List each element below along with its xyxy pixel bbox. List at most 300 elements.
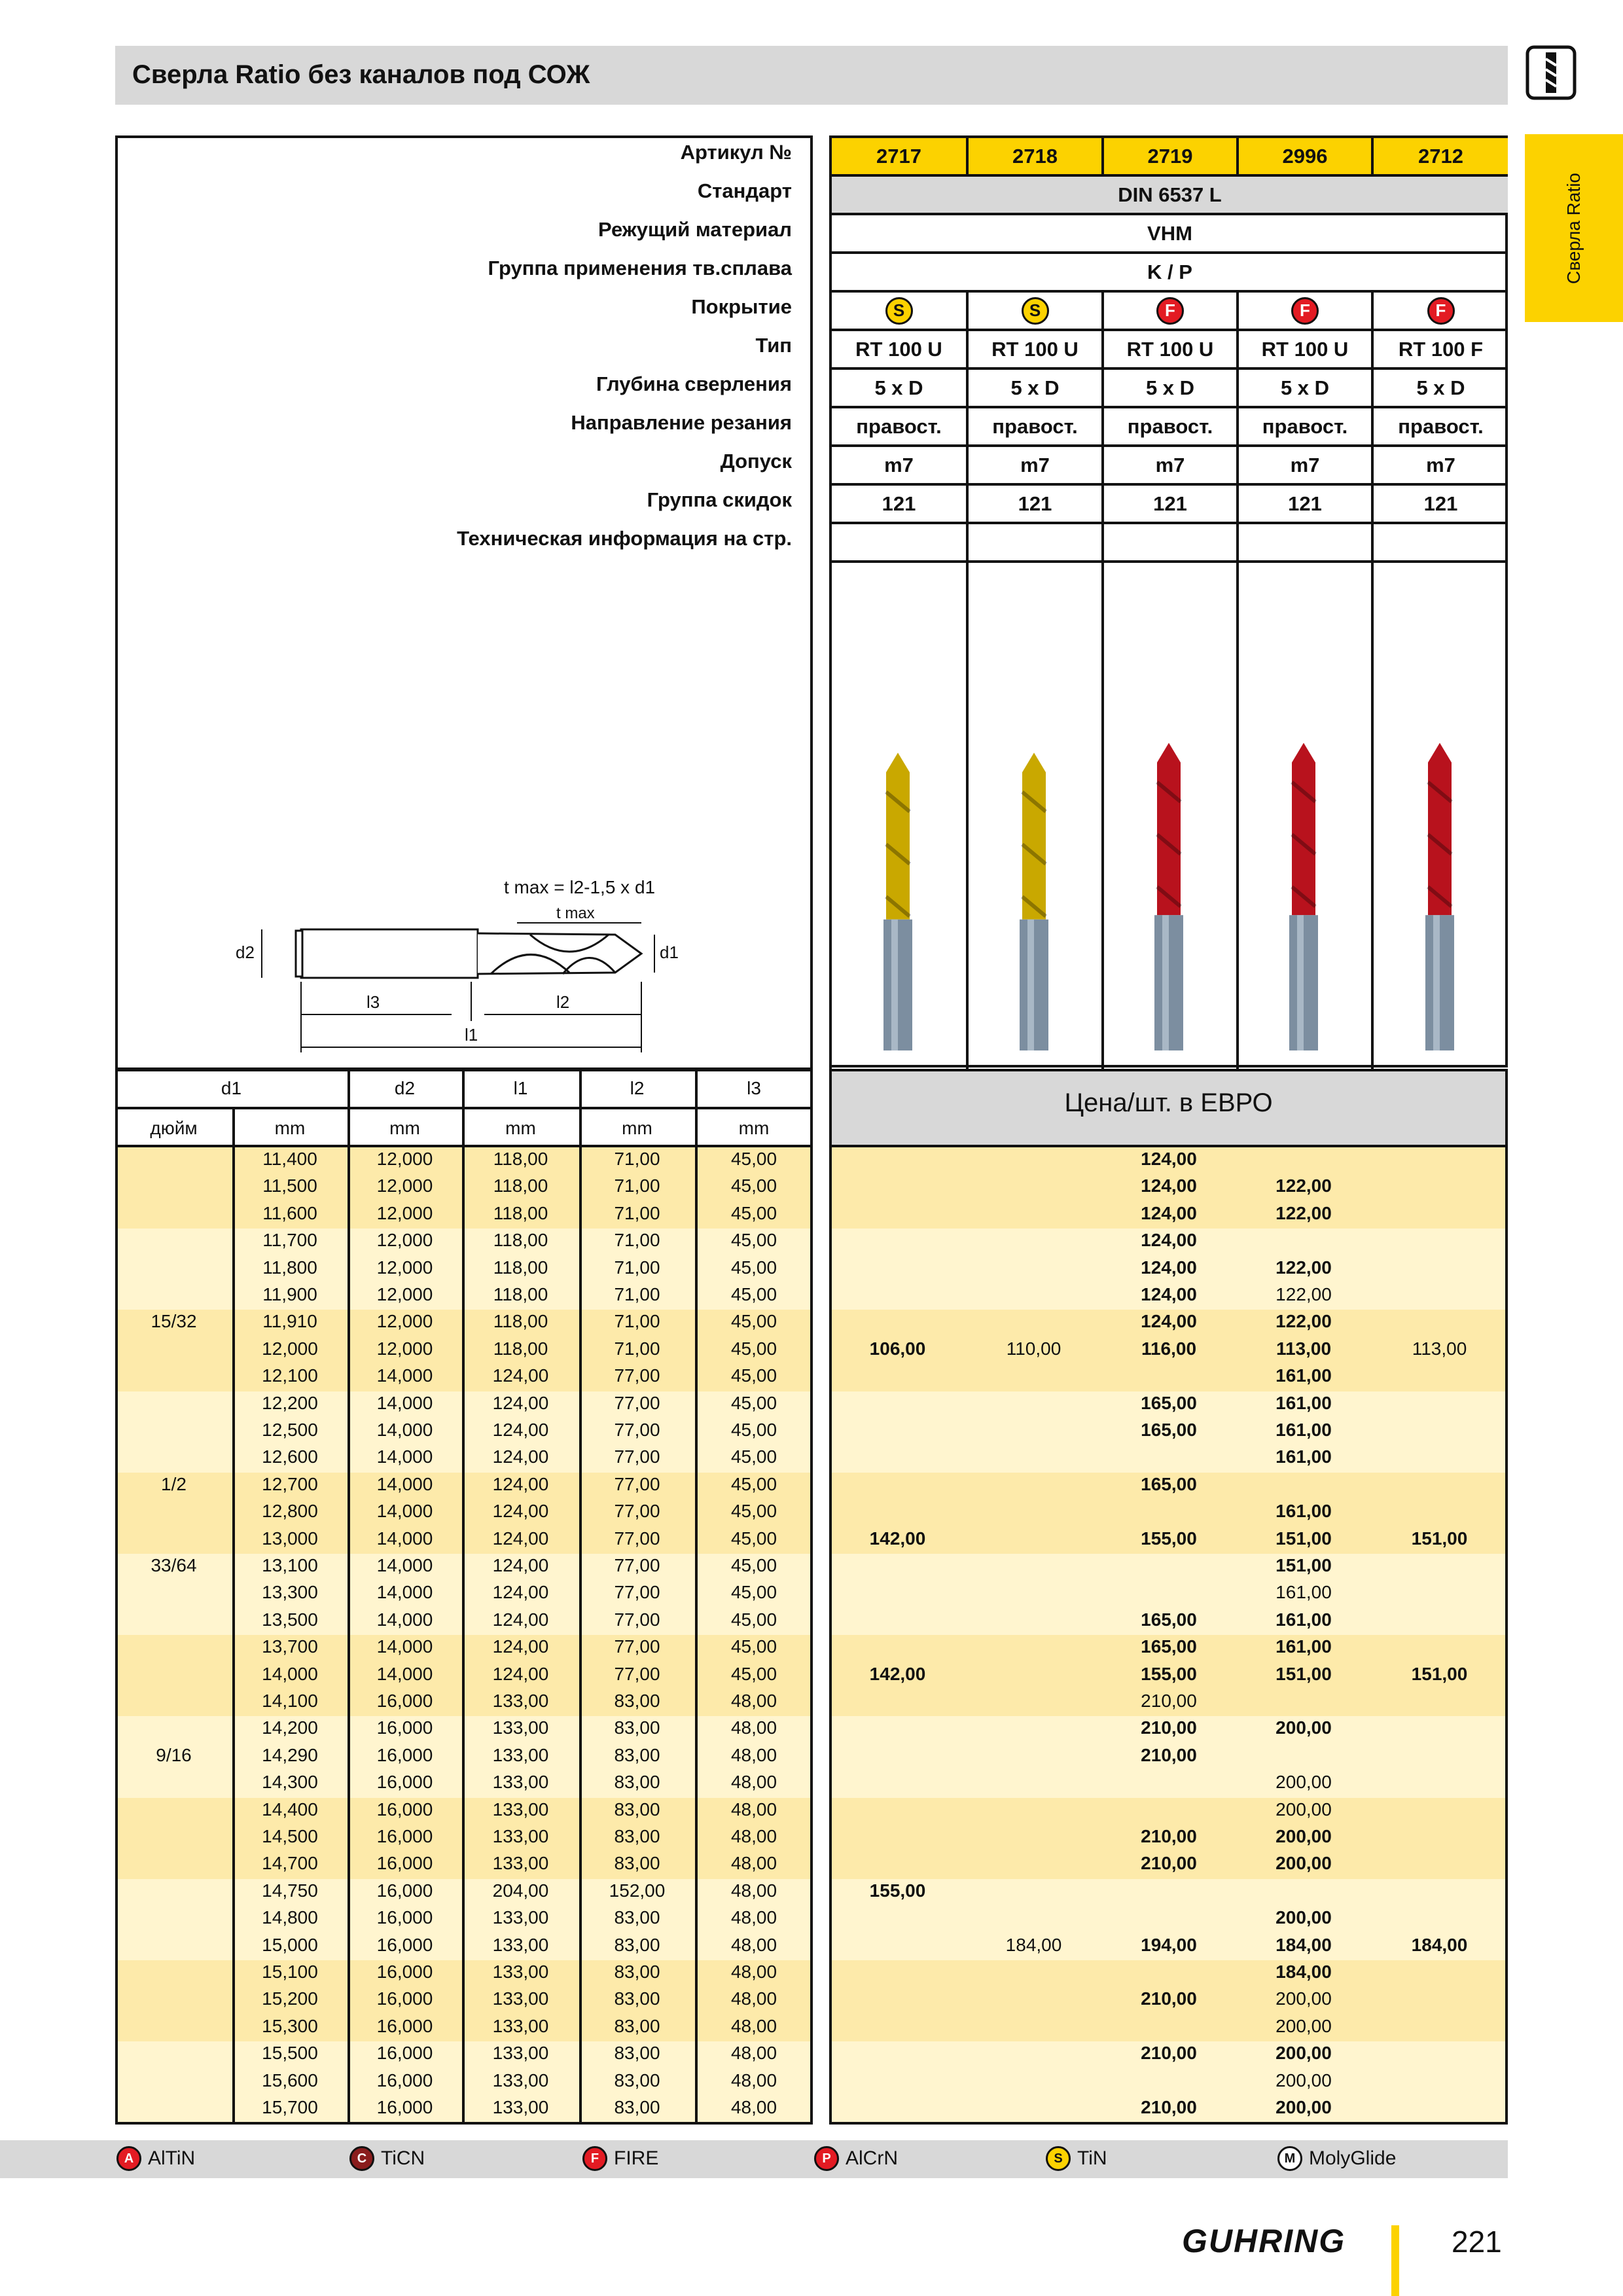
dim-cell: 77,00: [614, 1501, 660, 1522]
price-cell: 124,00: [1141, 1175, 1197, 1196]
price-cell: 210,00: [1141, 2097, 1197, 2117]
type-cell: RT 100 U: [966, 331, 1101, 367]
dim-cell: 133,00: [492, 1988, 549, 2009]
price-cell: 200,00: [1275, 1853, 1332, 1874]
dim-cell: 133,00: [492, 1799, 549, 1820]
dim-cell: 83,00: [614, 1826, 660, 1846]
price-cell: 165,00: [1141, 1392, 1197, 1413]
dim-cell: 77,00: [614, 1609, 660, 1630]
dim-cell: 12,000: [376, 1230, 433, 1251]
dim-cell: 77,00: [614, 1663, 660, 1684]
l3-label: l3: [366, 992, 380, 1012]
dim-cell: 133,00: [492, 1934, 549, 1955]
drill-image: [1008, 753, 1060, 1050]
drill-image: [872, 753, 924, 1050]
dim-cell: 14,400: [262, 1799, 318, 1820]
dim-cell: 16,000: [376, 1691, 433, 1711]
dim-header-label: d2: [394, 1078, 416, 1098]
dim-cell: 12,000: [376, 1338, 433, 1359]
group-cell: K / P: [829, 254, 1508, 290]
dim-cell: 118,00: [493, 1338, 548, 1359]
dim-cell: 13,100: [262, 1555, 318, 1575]
price-cell: 165,00: [1141, 1609, 1197, 1630]
price-cell: 161,00: [1275, 1582, 1332, 1603]
price-cell: 161,00: [1275, 1446, 1332, 1467]
legend-label: FIRE: [614, 2147, 659, 2169]
dim-cell: 45,00: [730, 1555, 777, 1575]
inch-cell: 9/16: [156, 1744, 192, 1765]
grid-line: [115, 1107, 813, 1109]
drill-image: [1414, 743, 1466, 1050]
grid-line: [1371, 560, 1374, 1069]
dim-cell: 152,00: [609, 1880, 666, 1901]
dim-cell: 77,00: [614, 1636, 660, 1657]
mm-header: mm: [274, 1118, 306, 1138]
dim-cell: 83,00: [614, 2070, 660, 2090]
dim-cell: 16,000: [376, 1826, 433, 1846]
price-cell: 165,00: [1141, 1420, 1197, 1440]
dim-cell: 45,00: [730, 1311, 777, 1332]
dim-cell: 12,000: [376, 1284, 433, 1304]
dim-cell: 11,400: [262, 1149, 317, 1169]
dim-cell: 14,700: [262, 1853, 318, 1874]
price-cell: 184,00: [1275, 1934, 1332, 1955]
dim-header-label: l2: [630, 1078, 645, 1098]
dim-cell: 12,000: [376, 1175, 433, 1196]
dim-cell: 45,00: [730, 1175, 777, 1196]
dim-cell: 11,600: [262, 1202, 317, 1223]
price-cell: 200,00: [1275, 2097, 1332, 2117]
discount-cell: 121: [1101, 486, 1236, 522]
formula-label: t max = l2-1,5 x d1: [504, 877, 656, 897]
dim-header-label: l3: [747, 1078, 761, 1098]
dim-cell: 45,00: [730, 1149, 777, 1169]
dim-cell: 48,00: [730, 1772, 777, 1793]
coating-cell: [1371, 293, 1508, 329]
dim-cell: 12,000: [376, 1149, 433, 1169]
dim-cell: 14,800: [262, 1907, 318, 1928]
dim-cell: 133,00: [492, 1853, 549, 1874]
dim-cell: 14,290: [262, 1744, 318, 1765]
type-cell: RT 100 U: [1101, 331, 1236, 367]
dim-cell: 48,00: [730, 1691, 777, 1711]
price-cell: 194,00: [1141, 1934, 1197, 1955]
price-cell: 165,00: [1141, 1473, 1197, 1494]
dim-cell: 45,00: [730, 1663, 777, 1684]
dim-cell: 14,200: [262, 1717, 318, 1738]
discount-cell: 121: [966, 486, 1101, 522]
dim-cell: 12,500: [262, 1420, 318, 1440]
title-bar: [115, 46, 1508, 105]
price-cell: 122,00: [1275, 1284, 1332, 1304]
price-cell: 155,00: [869, 1880, 926, 1901]
tech-info-cell: [829, 524, 966, 560]
side-tab-label: Сверла Ratio: [1563, 172, 1584, 284]
dim-cell: 16,000: [376, 1880, 433, 1901]
price-cell: 122,00: [1275, 1257, 1332, 1278]
legend-item: [116, 2146, 195, 2171]
dim-cell: 83,00: [614, 1934, 660, 1955]
price-cell: 184,00: [1005, 1934, 1062, 1955]
dim-cell: 12,700: [262, 1473, 318, 1494]
price-cell: 113,00: [1412, 1338, 1467, 1359]
dim-cell: 48,00: [730, 1826, 777, 1846]
price-cell: 210,00: [1141, 1691, 1197, 1711]
coating-icon: F: [582, 2146, 607, 2171]
dim-cell: 48,00: [730, 2070, 777, 2090]
dim-cell: 16,000: [376, 1772, 433, 1793]
drill-image: [1143, 743, 1195, 1050]
dim-cell: 48,00: [730, 1744, 777, 1765]
brand-logo: GUHRING: [1182, 2223, 1346, 2259]
depth-cell: 5 x D: [829, 370, 966, 406]
dim-cell: 12,000: [262, 1338, 318, 1359]
article-cell: 2712: [1371, 138, 1508, 174]
dim-cell: 124,00: [492, 1528, 549, 1549]
dim-cell: 14,000: [376, 1528, 433, 1549]
dim-cell: 118,00: [493, 1284, 548, 1304]
price-cell: 155,00: [1141, 1528, 1197, 1549]
dim-cell: 14,000: [262, 1663, 318, 1684]
dim-cell: 83,00: [614, 1744, 660, 1765]
price-cell: 124,00: [1141, 1149, 1197, 1169]
grid-line: [829, 560, 832, 1069]
price-cell: 200,00: [1275, 1799, 1332, 1820]
dim-cell: 16,000: [376, 2097, 433, 2117]
article-cell: 2717: [829, 138, 966, 174]
spec-label: Допуск: [720, 450, 792, 473]
d1-label: d1: [660, 942, 679, 962]
legend-item: [1046, 2146, 1107, 2171]
price-cell: 184,00: [1275, 1962, 1332, 1982]
dim-cell: 14,300: [262, 1772, 318, 1793]
d2-label: d2: [236, 942, 255, 962]
coating-icon: C: [349, 2146, 374, 2171]
dim-cell: 77,00: [614, 1392, 660, 1413]
dim-cell: 83,00: [614, 1799, 660, 1820]
dim-cell: 77,00: [614, 1365, 660, 1386]
price-cell: 161,00: [1275, 1420, 1332, 1440]
dim-cell: 12,000: [376, 1202, 433, 1223]
coating-icon: P: [814, 2146, 839, 2171]
inch-cell: 15/32: [151, 1311, 197, 1332]
dim-cell: 45,00: [730, 1230, 777, 1251]
dim-cell: 16,000: [376, 2043, 433, 2064]
coating-icon: M: [1277, 2146, 1302, 2171]
price-cell: 122,00: [1275, 1202, 1332, 1223]
dim-cell: 124,00: [492, 1473, 549, 1494]
dim-cell: 16,000: [376, 1962, 433, 1982]
dim-cell: 45,00: [730, 1392, 777, 1413]
price-cell: 151,00: [1411, 1663, 1468, 1684]
dim-cell: 45,00: [730, 1446, 777, 1467]
dim-cell: 45,00: [730, 1528, 777, 1549]
mm-header: mm: [738, 1118, 770, 1138]
direction-cell: правост.: [829, 408, 966, 444]
depth-cell: 5 x D: [1236, 370, 1371, 406]
direction-cell: правост.: [1101, 408, 1236, 444]
price-cell: 151,00: [1275, 1528, 1332, 1549]
price-cell: 200,00: [1275, 2043, 1332, 2064]
dim-cell: 71,00: [614, 1175, 660, 1196]
dim-cell: 124,00: [492, 1501, 549, 1522]
table-border: [115, 1147, 813, 2125]
coating-cell: [1236, 293, 1371, 329]
coating-cell: [966, 293, 1101, 329]
dim-cell: 16,000: [376, 1853, 433, 1874]
dim-cell: 124,00: [492, 1663, 549, 1684]
dim-cell: 16,000: [376, 1934, 433, 1955]
grid-line: [966, 560, 969, 1069]
dim-cell: 48,00: [730, 1907, 777, 1928]
dim-cell: 71,00: [614, 1338, 660, 1359]
tech-info-cell: [966, 524, 1101, 560]
mm-header: mm: [505, 1118, 536, 1138]
inch-header: дюйм: [150, 1118, 198, 1138]
price-cell: 161,00: [1275, 1501, 1332, 1522]
inch-cell: 1/2: [161, 1473, 187, 1494]
dim-cell: 48,00: [730, 1962, 777, 1982]
dim-cell: 14,000: [376, 1501, 433, 1522]
dim-cell: 204,00: [492, 1880, 549, 1901]
dim-cell: 45,00: [730, 1257, 777, 1278]
price-cell: 151,00: [1275, 1555, 1332, 1575]
price-cell: 106,00: [869, 1338, 926, 1359]
dim-cell: 83,00: [614, 1962, 660, 1982]
dim-cell: 48,00: [730, 2097, 777, 2117]
dim-cell: 14,000: [376, 1555, 433, 1575]
coating-badge-icon: F: [1291, 297, 1319, 325]
dim-cell: 71,00: [614, 1311, 660, 1332]
price-cell: 210,00: [1141, 1988, 1197, 2009]
dim-cell: 48,00: [730, 1717, 777, 1738]
dim-cell: 14,000: [376, 1392, 433, 1413]
dim-cell: 71,00: [614, 1202, 660, 1223]
dim-cell: 13,000: [262, 1528, 318, 1549]
dim-cell: 11,900: [262, 1284, 317, 1304]
discount-cell: 121: [829, 486, 966, 522]
price-cell: 200,00: [1275, 2070, 1332, 2090]
dim-cell: 15,100: [262, 1962, 318, 1982]
dim-cell: 48,00: [730, 1988, 777, 2009]
grid-line: [1236, 560, 1239, 1069]
dim-cell: 118,00: [493, 1202, 548, 1223]
price-cell: 210,00: [1141, 1744, 1197, 1765]
price-cell: 124,00: [1141, 1230, 1197, 1251]
depth-cell: 5 x D: [1371, 370, 1508, 406]
type-cell: RT 100 U: [829, 331, 966, 367]
dim-cell: 13,700: [262, 1636, 318, 1657]
direction-cell: правост.: [1236, 408, 1371, 444]
dim-cell: 48,00: [730, 1853, 777, 1874]
material-cell: VHM: [829, 215, 1508, 251]
grid-line: [1101, 560, 1104, 1069]
dim-cell: 12,200: [262, 1392, 318, 1413]
price-cell: 155,00: [1141, 1663, 1197, 1684]
dim-cell: 133,00: [492, 1691, 549, 1711]
legend-label: TiCN: [381, 2147, 425, 2169]
legend-item: [349, 2146, 425, 2171]
legend-item: [814, 2146, 898, 2171]
dim-cell: 14,000: [376, 1636, 433, 1657]
dim-cell: 48,00: [730, 2015, 777, 2036]
price-cell: 124,00: [1141, 1311, 1197, 1332]
dim-cell: 124,00: [492, 1365, 549, 1386]
dim-cell: 14,000: [376, 1446, 433, 1467]
tolerance-cell: m7: [829, 447, 966, 483]
price-cell: 122,00: [1275, 1175, 1332, 1196]
tolerance-cell: m7: [1236, 447, 1371, 483]
spec-label: Группа скидок: [647, 488, 792, 511]
dim-cell: 45,00: [730, 1501, 777, 1522]
standard-cell: DIN 6537 L: [829, 177, 1508, 213]
price-cell: 200,00: [1275, 1907, 1332, 1928]
price-cell: 124,00: [1141, 1284, 1197, 1304]
dim-cell: 13,500: [262, 1609, 318, 1630]
dim-cell: 133,00: [492, 2070, 549, 2090]
tolerance-cell: m7: [1101, 447, 1236, 483]
legend-item: [582, 2146, 658, 2171]
dim-cell: 11,910: [262, 1311, 317, 1332]
dim-cell: 15,300: [262, 2015, 318, 2036]
legend-label: TiN: [1077, 2147, 1107, 2169]
l1-label: l1: [465, 1025, 478, 1045]
dim-cell: 118,00: [493, 1230, 548, 1251]
spec-label: Техническая информация на стр.: [457, 527, 792, 550]
dim-cell: 45,00: [730, 1202, 777, 1223]
dim-cell: 124,00: [492, 1420, 549, 1440]
discount-cell: 121: [1236, 486, 1371, 522]
dim-cell: 118,00: [493, 1257, 548, 1278]
price-cell: 200,00: [1275, 1988, 1332, 2009]
dim-cell: 45,00: [730, 1338, 777, 1359]
dim-cell: 77,00: [614, 1582, 660, 1603]
grid-line: [829, 560, 1508, 563]
dim-cell: 124,00: [492, 1446, 549, 1467]
price-cell: 200,00: [1275, 1772, 1332, 1793]
legend-label: MolyGlide: [1309, 2147, 1397, 2169]
dim-cell: 11,700: [262, 1230, 317, 1251]
dim-cell: 83,00: [614, 2043, 660, 2064]
price-cell: 165,00: [1141, 1636, 1197, 1657]
spec-label: Стандарт: [697, 179, 792, 202]
dim-cell: 12,100: [262, 1365, 318, 1386]
dim-cell: 16,000: [376, 1988, 433, 2009]
legend-label: AlTiN: [148, 2147, 196, 2169]
side-tab[interactable]: [1525, 134, 1623, 322]
dim-cell: 15,500: [262, 2043, 318, 2064]
dim-cell: 77,00: [614, 1555, 660, 1575]
dim-cell: 124,00: [492, 1609, 549, 1630]
price-cell: 210,00: [1141, 1826, 1197, 1846]
dim-cell: 14,100: [262, 1691, 318, 1711]
footer-accent-bar: [1391, 2225, 1399, 2296]
discount-cell: 121: [1371, 486, 1508, 522]
price-cell: 113,00: [1275, 1338, 1332, 1359]
price-cell: 210,00: [1141, 2043, 1197, 2064]
coating-cell: [829, 293, 966, 329]
dim-cell: 71,00: [614, 1284, 660, 1304]
dim-cell: 14,000: [376, 1582, 433, 1603]
inch-cell: 33/64: [151, 1555, 197, 1575]
price-cell: 151,00: [1275, 1663, 1332, 1684]
dim-cell: 48,00: [730, 2043, 777, 2064]
spec-label: Покрытие: [691, 295, 792, 318]
type-cell: RT 100 F: [1371, 331, 1508, 367]
price-cell: 161,00: [1275, 1365, 1332, 1386]
spec-label: Глубина сверления: [596, 372, 792, 395]
dim-cell: 14,500: [262, 1826, 318, 1846]
price-cell: 122,00: [1275, 1311, 1332, 1332]
dim-cell: 15,200: [262, 1988, 318, 2009]
price-cell: 142,00: [869, 1528, 926, 1549]
price-cell: 161,00: [1275, 1392, 1332, 1413]
dim-cell: 15,000: [262, 1934, 318, 1955]
tech-info-cell: [1101, 524, 1236, 560]
price-cell: 200,00: [1275, 1826, 1332, 1846]
dim-cell: 83,00: [614, 1717, 660, 1738]
dim-cell: 71,00: [614, 1230, 660, 1251]
dim-cell: 45,00: [730, 1473, 777, 1494]
page-title: Сверла Ratio без каналов под СОЖ: [132, 60, 590, 89]
price-cell: 210,00: [1141, 1717, 1197, 1738]
price-cell: 151,00: [1411, 1528, 1468, 1549]
mm-header: mm: [622, 1118, 652, 1138]
dim-cell: 77,00: [614, 1528, 660, 1549]
price-header-label: Цена/шт. в ЕВРО: [1064, 1088, 1273, 1117]
dim-cell: 133,00: [492, 1772, 549, 1793]
coating-cell: [1101, 293, 1236, 329]
price-header: [829, 1069, 1508, 1147]
depth-cell: 5 x D: [1101, 370, 1236, 406]
dim-cell: 133,00: [492, 2015, 549, 2036]
dim-cell: 12,800: [262, 1501, 318, 1522]
dim-cell: 124,00: [492, 1582, 549, 1603]
dim-cell: 133,00: [492, 1826, 549, 1846]
price-cell: 161,00: [1275, 1609, 1332, 1630]
legend-item: [1277, 2146, 1396, 2171]
dim-cell: 133,00: [492, 1717, 549, 1738]
price-cell: 110,00: [1006, 1338, 1061, 1359]
spec-label: Направление резания: [571, 411, 792, 434]
tmax-label: t max: [556, 905, 595, 922]
dim-cell: 118,00: [493, 1311, 548, 1332]
dim-header-label: d1: [221, 1078, 242, 1098]
dim-header-label: l1: [513, 1078, 528, 1098]
dim-cell: 118,00: [493, 1149, 548, 1169]
dim-cell: 124,00: [492, 1636, 549, 1657]
dim-cell: 45,00: [730, 1284, 777, 1304]
dim-cell: 83,00: [614, 1988, 660, 2009]
dim-cell: 71,00: [614, 1257, 660, 1278]
dim-cell: 83,00: [614, 1772, 660, 1793]
type-cell: RT 100 U: [1236, 331, 1371, 367]
dim-cell: 12,000: [376, 1311, 433, 1332]
dim-cell: 77,00: [614, 1473, 660, 1494]
dim-cell: 83,00: [614, 2015, 660, 2036]
dim-cell: 45,00: [730, 1365, 777, 1386]
dim-cell: 48,00: [730, 1799, 777, 1820]
legend-label: AlCrN: [846, 2147, 898, 2169]
price-cell: 200,00: [1275, 1717, 1332, 1738]
dim-cell: 124,00: [492, 1555, 549, 1575]
dim-cell: 71,00: [614, 1149, 660, 1169]
dim-cell: 133,00: [492, 1907, 549, 1928]
price-cell: 116,00: [1141, 1338, 1197, 1359]
dim-cell: 133,00: [492, 2043, 549, 2064]
article-cell: 2996: [1236, 138, 1371, 174]
dim-cell: 83,00: [614, 1853, 660, 1874]
